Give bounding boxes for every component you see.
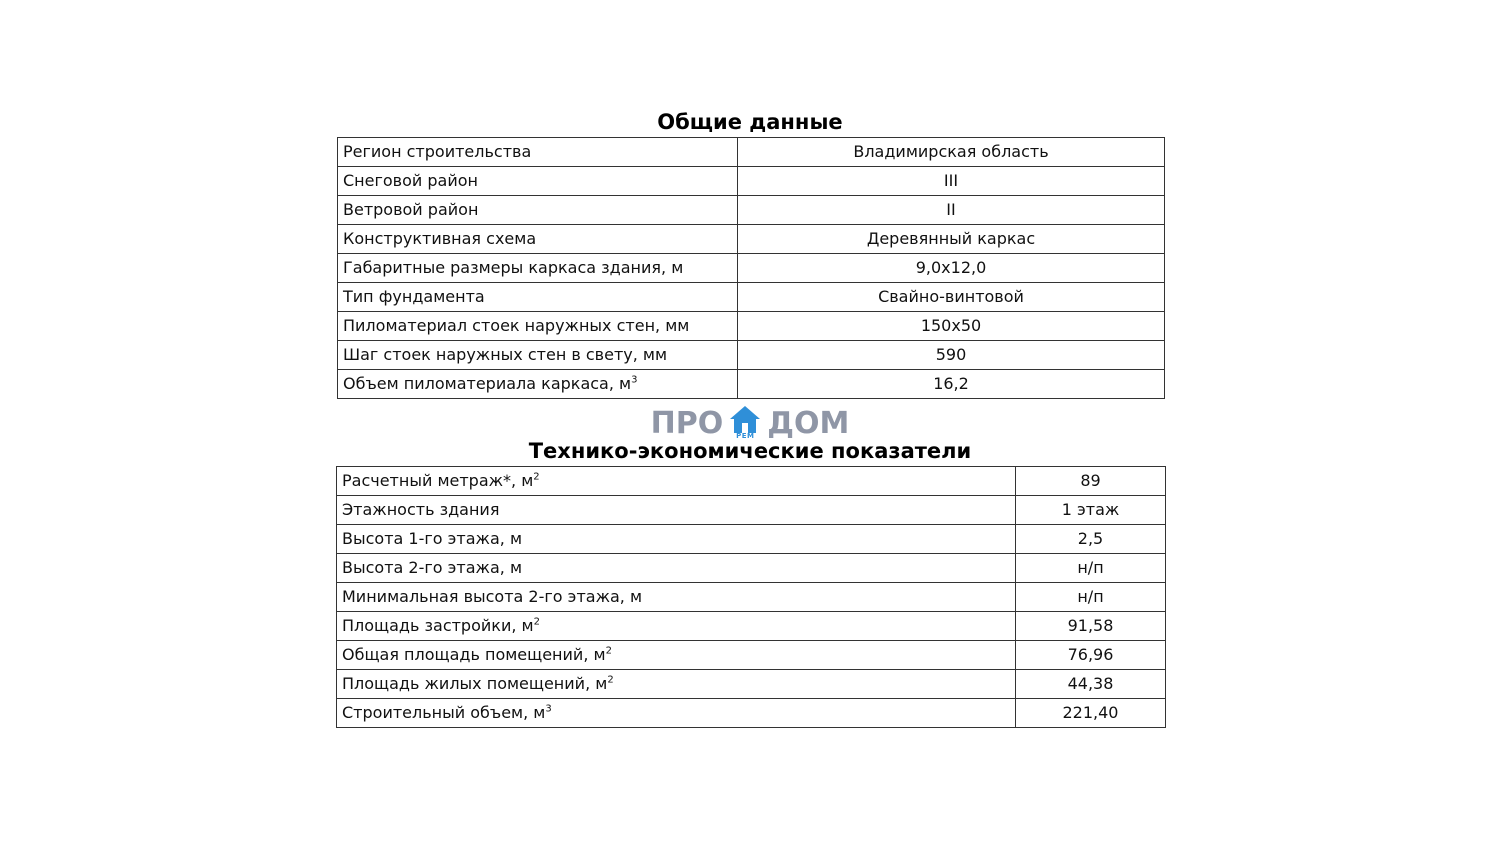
row-label: Высота 1-го этажа, м	[337, 525, 1016, 554]
table-row	[337, 612, 1166, 641]
table-row	[337, 670, 1166, 699]
row-label: Шаг стоек наружных стен в свету, мм	[338, 341, 738, 370]
logo-text-right: ДОМ	[767, 405, 850, 441]
logo-small-text: РЕМ	[736, 432, 755, 440]
row-label: Высота 2-го этажа, м	[337, 554, 1016, 583]
row-value: Свайно-винтовой	[738, 283, 1165, 312]
row-value: н/п	[1016, 554, 1166, 583]
row-value: II	[738, 196, 1165, 225]
table-row	[338, 370, 1165, 399]
row-label: Площадь жилых помещений, $м^2$	[337, 670, 1016, 699]
house-icon	[729, 405, 761, 441]
pro-dom-logo	[0, 403, 1500, 443]
row-label: Конструктивная схема	[338, 225, 738, 254]
row-label: Этажность здания	[337, 496, 1016, 525]
row-value: 91,58	[1016, 612, 1166, 641]
row-value: н/п	[1016, 583, 1166, 612]
table-row	[337, 554, 1166, 583]
logo-text-left: ПРО	[650, 405, 724, 441]
row-value: 2,5	[1016, 525, 1166, 554]
row-label: Расчетный метраж*, $м^2$	[337, 467, 1016, 496]
tech-indicators-title: Технико-экономические показатели	[528, 439, 972, 463]
table-row	[338, 138, 1165, 167]
general-data-title: Общие данные	[657, 110, 843, 134]
table-row	[338, 225, 1165, 254]
table-row	[337, 699, 1166, 728]
row-label: Габаритные размеры каркаса здания, м	[338, 254, 738, 283]
row-value: 89	[1016, 467, 1166, 496]
row-label: Минимальная высота 2-го этажа, м	[337, 583, 1016, 612]
table-row	[337, 641, 1166, 670]
row-value: 1 этаж	[1016, 496, 1166, 525]
row-label: Строительный объем, $м^3$	[337, 699, 1016, 728]
table-row	[338, 196, 1165, 225]
row-label: Ветровой район	[338, 196, 738, 225]
table-row	[338, 167, 1165, 196]
row-label: Общая площадь помещений, $м^2$	[337, 641, 1016, 670]
row-value: 76,96	[1016, 641, 1166, 670]
row-value: 44,38	[1016, 670, 1166, 699]
row-label: Снеговой район	[338, 167, 738, 196]
general-data-table	[337, 137, 1165, 399]
table-row	[338, 254, 1165, 283]
row-label: Тип фундамента	[338, 283, 738, 312]
row-label: Регион строительства	[338, 138, 738, 167]
table-row	[337, 496, 1166, 525]
row-label: Площадь застройки, $м^2$	[337, 612, 1016, 641]
table-row	[337, 525, 1166, 554]
row-value: 150х50	[738, 312, 1165, 341]
table-row	[338, 283, 1165, 312]
tech-indicators-table	[336, 466, 1166, 728]
row-value: III	[738, 167, 1165, 196]
row-value: Деревянный каркас	[738, 225, 1165, 254]
row-label: Пиломатериал стоек наружных стен, мм	[338, 312, 738, 341]
table-row	[338, 312, 1165, 341]
row-value: 16,2	[738, 370, 1165, 399]
row-value: 9,0х12,0	[738, 254, 1165, 283]
row-value: Владимирская область	[738, 138, 1165, 167]
table-row	[337, 583, 1166, 612]
row-value: 590	[738, 341, 1165, 370]
row-value: 221,40	[1016, 699, 1166, 728]
row-label: Объем пиломатериала каркаса, $м^3$	[338, 370, 738, 399]
table-row	[337, 467, 1166, 496]
table-row	[338, 341, 1165, 370]
